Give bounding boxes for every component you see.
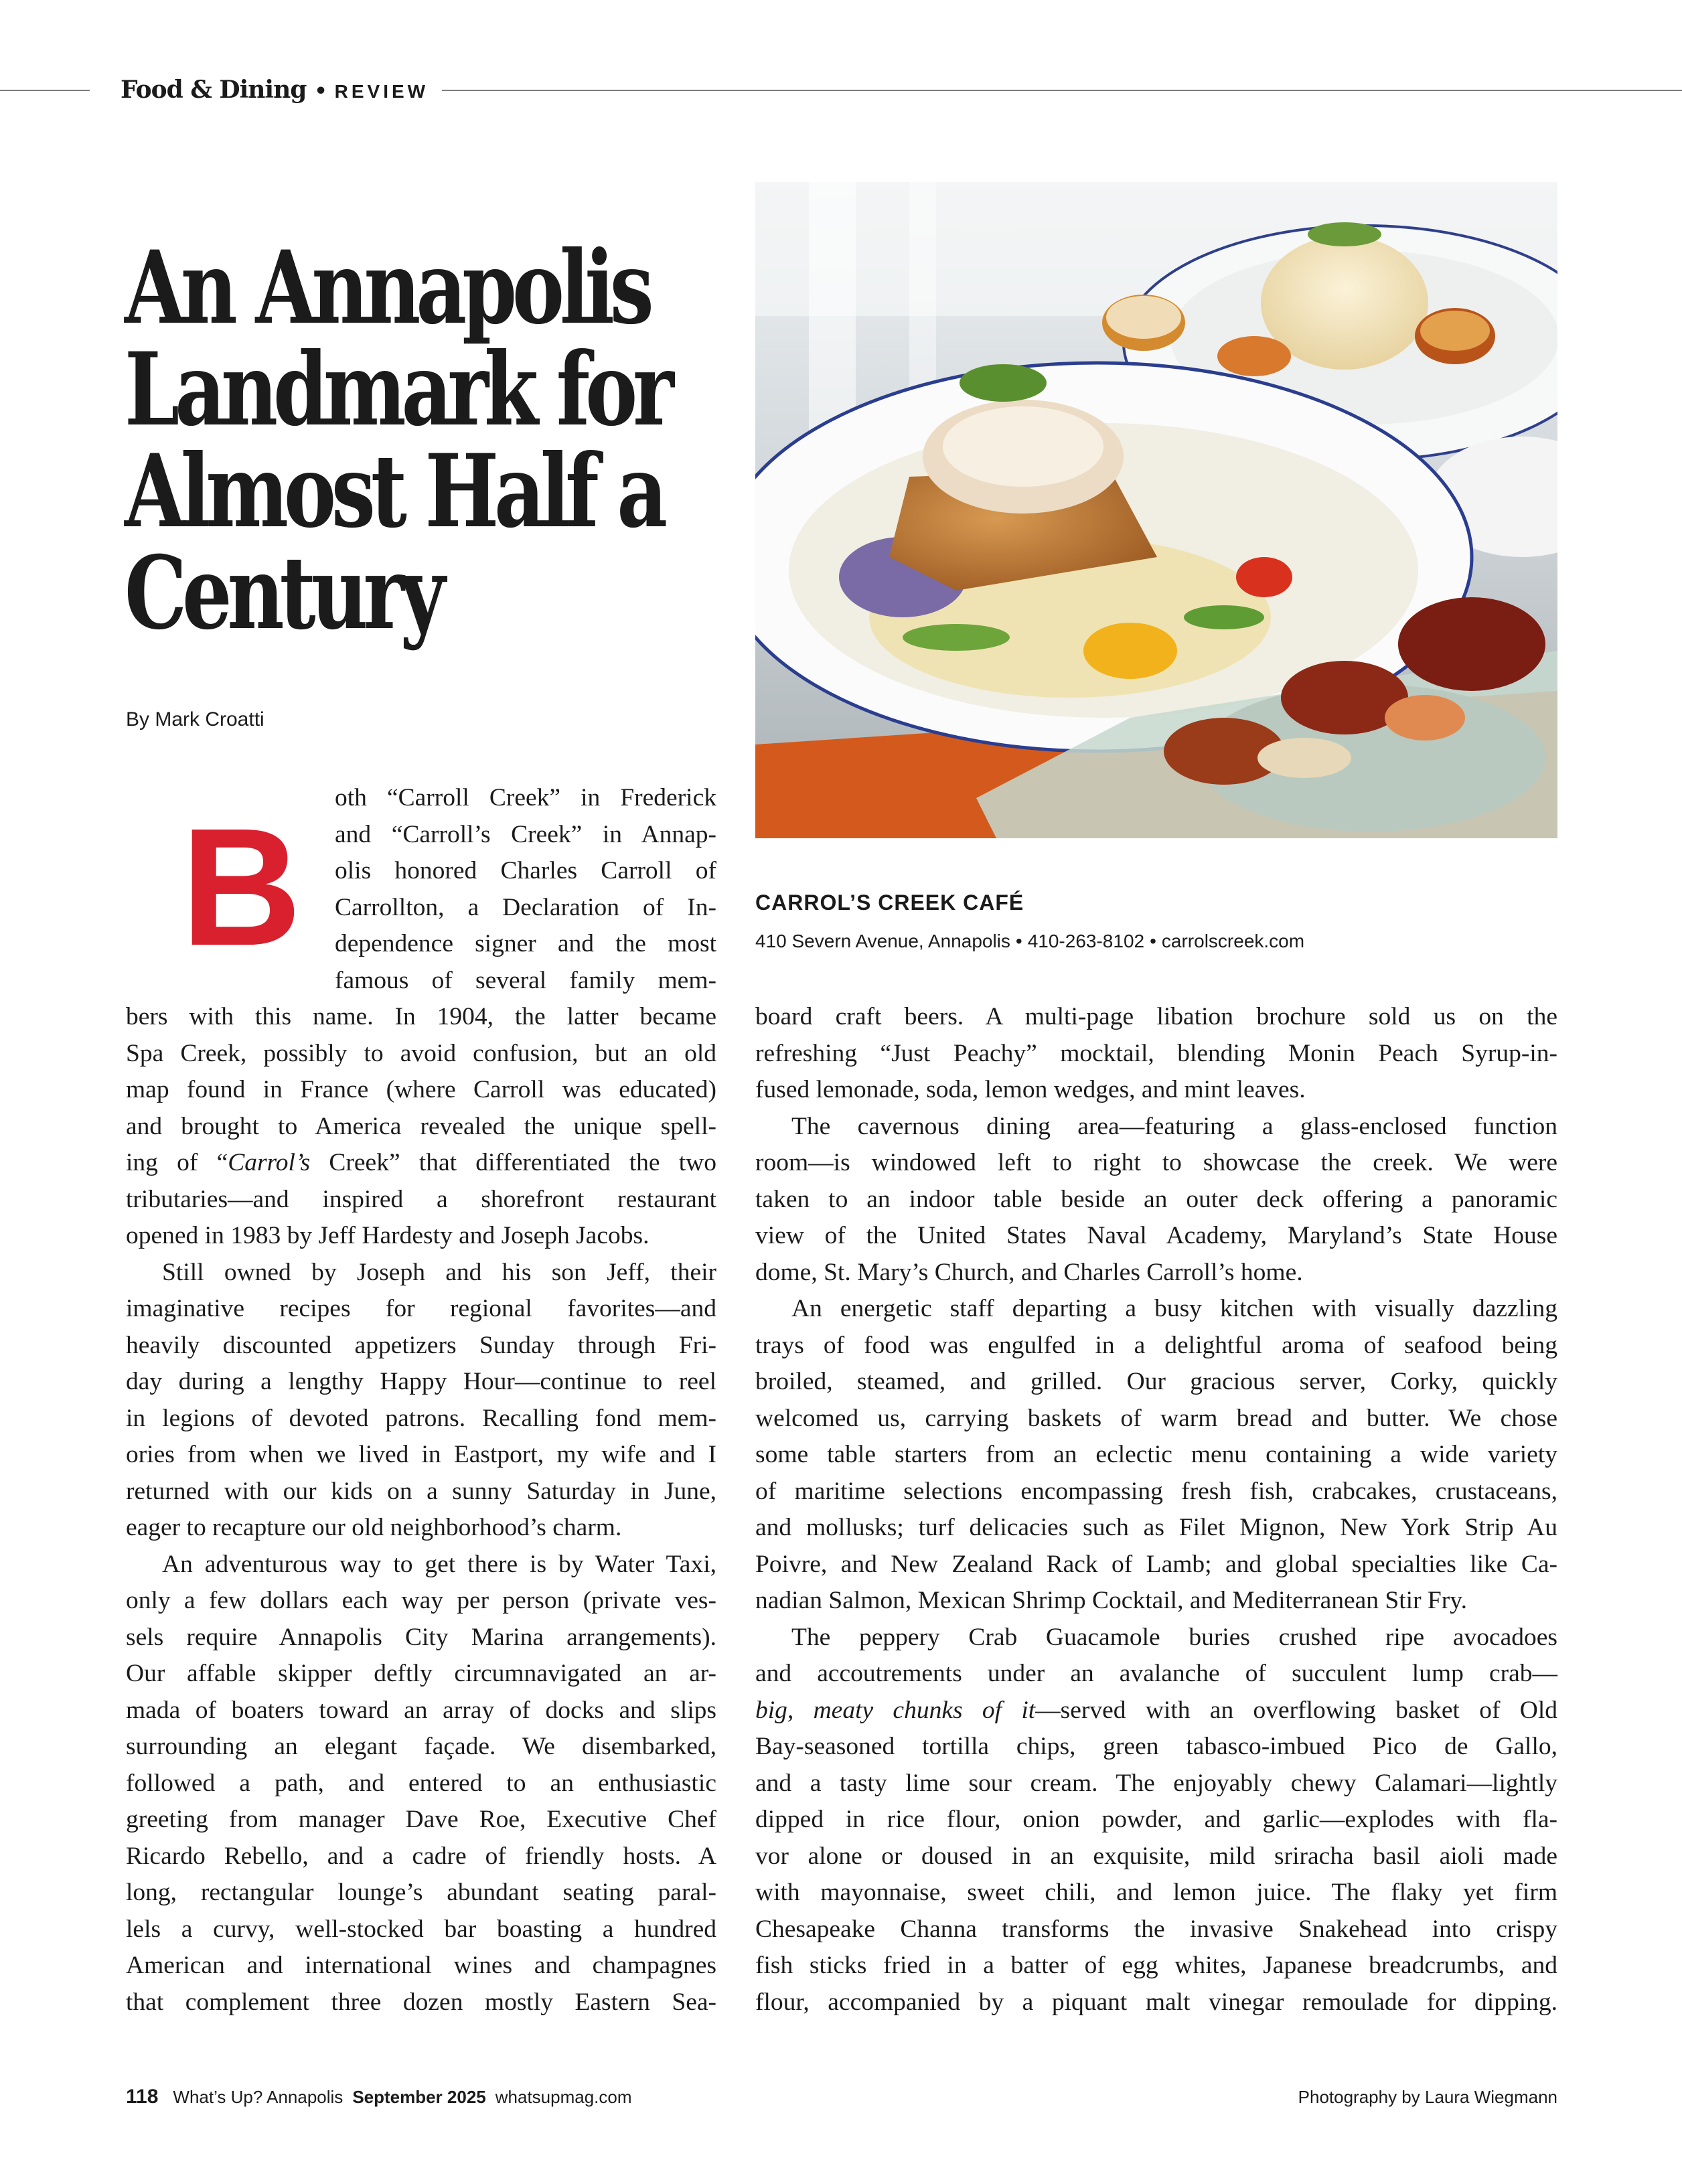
article-line: sels require Annapolis City Marina arrangements). bbox=[126, 1623, 716, 1651]
magazine-website: whatsupmag.com bbox=[495, 2087, 632, 2107]
food-photo-illustration bbox=[755, 182, 1557, 838]
byline: By Mark Croatti bbox=[126, 708, 264, 730]
article-line: imaginative recipes for regional favorites—and bbox=[126, 1295, 716, 1322]
header-rule-right bbox=[442, 90, 1682, 91]
issue-date: September 2025 bbox=[352, 2087, 486, 2107]
article-line: tributaries—and inspired a shorefront restaurant bbox=[126, 1185, 716, 1213]
article-line: fish sticks fried in a batter of egg whites, Japanese breadcrumbs, and bbox=[755, 1952, 1557, 1979]
article-line: Ricardo Rebello, and a cadre of friendly hosts. A bbox=[126, 1842, 716, 1870]
article-line: some table starters from an eclectic menu containing a wide variety bbox=[755, 1441, 1557, 1468]
restaurant-website: carrolscreek.com bbox=[1161, 931, 1305, 951]
restaurant-info bbox=[755, 931, 1304, 952]
page-number: 118 bbox=[126, 2086, 159, 2108]
article-line: refreshing “Just Peachy” mocktail, blending Monin Peach Syrup-in- bbox=[755, 1039, 1557, 1067]
article-line: trays of food was engulfed in a delightful aroma of seafood being bbox=[755, 1331, 1557, 1359]
article-line: surrounding an elegant façade. We disembarked, bbox=[126, 1733, 716, 1760]
section-header bbox=[0, 70, 1682, 110]
article-line: Our affable skipper deftly circumnavigated an ar- bbox=[126, 1660, 716, 1687]
article-line: map found in France (where Carroll was educated) bbox=[126, 1076, 716, 1103]
headline bbox=[125, 229, 670, 652]
article-line: taken to an indoor table beside an outer deck offering a panoramic bbox=[755, 1185, 1557, 1213]
article-line: eager to recapture our old neighborhood’s charm. bbox=[126, 1514, 622, 1541]
restaurant-name: CARROL’S CREEK CAFÉ bbox=[755, 890, 1024, 915]
headline-line: Landmark for bbox=[125, 331, 670, 449]
article-line: in legions of devoted patrons. Recalling fond mem- bbox=[126, 1404, 716, 1432]
headline-line: An Annapolis bbox=[125, 229, 649, 347]
restaurant-address: 410 Severn Avenue, Annapolis bbox=[755, 931, 1010, 951]
article-line: ing of “Carrol’s Creek” that differentiated the two bbox=[126, 1149, 716, 1176]
article-line: day during a lengthy Happy Hour—continue to reel bbox=[126, 1368, 716, 1395]
food-photo bbox=[755, 182, 1557, 838]
article-column-left bbox=[126, 999, 716, 2021]
article-line: The cavernous dining area—featuring a glass-enclosed function bbox=[791, 1112, 1557, 1140]
article-line: broiled, steamed, and grilled. Our gracious server, Corky, quickly bbox=[755, 1368, 1557, 1395]
article-line: view of the United States Naval Academy, Maryland’s State House bbox=[755, 1222, 1557, 1249]
restaurant-phone: 410-263-8102 bbox=[1027, 931, 1145, 951]
article-column-right bbox=[755, 999, 1557, 2021]
article-line: Poivre, and New Zealand Rack of Lamb; and global specialties like Ca- bbox=[755, 1550, 1557, 1578]
article-line: with mayonnaise, sweet chili, and lemon juice. The flaky yet firm bbox=[755, 1879, 1557, 1906]
article-line: of maritime selections encompassing fresh fish, crabcakes, crustaceans, bbox=[755, 1477, 1557, 1505]
article-line: welcomed us, carrying baskets of warm bread and butter. We chose bbox=[755, 1404, 1557, 1432]
article-line: long, rectangular lounge’s abundant seating paral- bbox=[126, 1879, 716, 1906]
article-line: room—is windowed left to right to showcase the creek. We were bbox=[755, 1149, 1557, 1176]
info-separator: • bbox=[1150, 931, 1156, 951]
article-line: An adventurous way to get there is by Water Taxi, bbox=[162, 1550, 716, 1578]
page-footer bbox=[126, 2084, 1557, 2110]
article-line: and a tasty lime sour cream. The enjoyably chewy Calamari—lightly bbox=[755, 1769, 1557, 1797]
article-line: dependence signer and the most bbox=[335, 930, 716, 957]
article-line: nadian Salmon, Mexican Shrimp Cocktail, and Mediterranean Stir Fry. bbox=[755, 1587, 1467, 1614]
review-label: REVIEW bbox=[334, 81, 429, 102]
article-line: mada of boaters toward an array of docks and slips bbox=[126, 1696, 716, 1724]
article-line: fused lemonade, soda, lemon wedges, and mint leaves. bbox=[755, 1076, 1306, 1103]
article-line: dome, St. Mary’s Church, and Charles Carroll’s home. bbox=[755, 1258, 1303, 1286]
article-line: flour, accompanied by a piquant malt vinegar remoulade for dipping. bbox=[755, 1988, 1557, 2016]
article-line: greeting from manager Dave Roe, Executive Chef bbox=[126, 1806, 716, 1833]
article-line: lels a curvy, well-stocked bar boasting a hundred bbox=[126, 1915, 716, 1943]
article-line: The peppery Crab Guacamole buries crushed ripe avocadoes bbox=[791, 1623, 1557, 1651]
article-intro bbox=[335, 780, 716, 999]
headline-line: Century bbox=[125, 534, 441, 652]
article-line: opened in 1983 by Jeff Hardesty and Joseph Jacobs. bbox=[126, 1222, 649, 1249]
headline-line: Almost Half a bbox=[125, 433, 664, 550]
section-label bbox=[121, 70, 429, 110]
section-name: Food & Dining bbox=[121, 76, 307, 104]
article-line: Bay-seasoned tortilla chips, green tabasco-imbued Pico de Gallo, bbox=[755, 1733, 1557, 1760]
article-line: big, meaty chunks of it—served with an overflowing basket of Old bbox=[755, 1696, 1557, 1724]
article-line: returned with our kids on a sunny Saturday in June, bbox=[126, 1477, 716, 1505]
article-line: only a few dollars each way per person (private ves- bbox=[126, 1587, 716, 1614]
article-line: Chesapeake Channa transforms the invasive Snakehead into crispy bbox=[755, 1915, 1557, 1943]
article-line: and “Carroll’s Creek” in Annap- bbox=[335, 820, 716, 848]
article-line: oth “Carroll Creek” in Frederick bbox=[335, 784, 716, 811]
article-line: dipped in rice flour, onion powder, and garlic—explodes with fla- bbox=[755, 1806, 1557, 1833]
article-line: Still owned by Joseph and his son Jeff, their bbox=[162, 1258, 716, 1286]
article-line: famous of several family mem- bbox=[335, 966, 716, 994]
drop-cap: B bbox=[181, 793, 302, 980]
magazine-name: What’s Up? Annapolis bbox=[173, 2087, 343, 2107]
article-line: vor alone or doused in an exquisite, mild sriracha basil aioli made bbox=[755, 1842, 1557, 1870]
section-separator: • bbox=[314, 80, 327, 103]
article-line: olis honored Charles Carroll of bbox=[335, 857, 716, 884]
article-line: and accoutrements under an avalanche of succulent lump crab— bbox=[755, 1660, 1557, 1687]
article-line: heavily discounted appetizers Sunday through Fri- bbox=[126, 1331, 716, 1359]
article-line: Carrollton, a Declaration of In- bbox=[335, 893, 716, 921]
article-line: followed a path, and entered to an enthusiastic bbox=[126, 1769, 716, 1797]
info-separator: • bbox=[1015, 931, 1022, 951]
article-line: that complement three dozen mostly Eastern Sea- bbox=[126, 1988, 716, 2016]
header-rule-left bbox=[0, 90, 90, 91]
article-line: An energetic staff departing a busy kitchen with visually dazzling bbox=[791, 1295, 1557, 1322]
article-line: and mollusks; turf delicacies such as Filet Mignon, New York Strip Au bbox=[755, 1514, 1557, 1541]
article-line: and brought to America revealed the unique spell- bbox=[126, 1112, 716, 1140]
article-line: ories from when we lived in Eastport, my wife and I bbox=[126, 1441, 716, 1468]
photo-credit: Photography by Laura Wiegmann bbox=[1298, 2087, 1557, 2107]
article-line: American and international wines and champagnes bbox=[126, 1952, 716, 1979]
article-line: bers with this name. In 1904, the latter became bbox=[126, 1003, 716, 1030]
article-line: Spa Creek, possibly to avoid confusion, but an old bbox=[126, 1039, 716, 1067]
article-line: board craft beers. A multi-page libation brochure sold us on the bbox=[755, 1003, 1557, 1030]
